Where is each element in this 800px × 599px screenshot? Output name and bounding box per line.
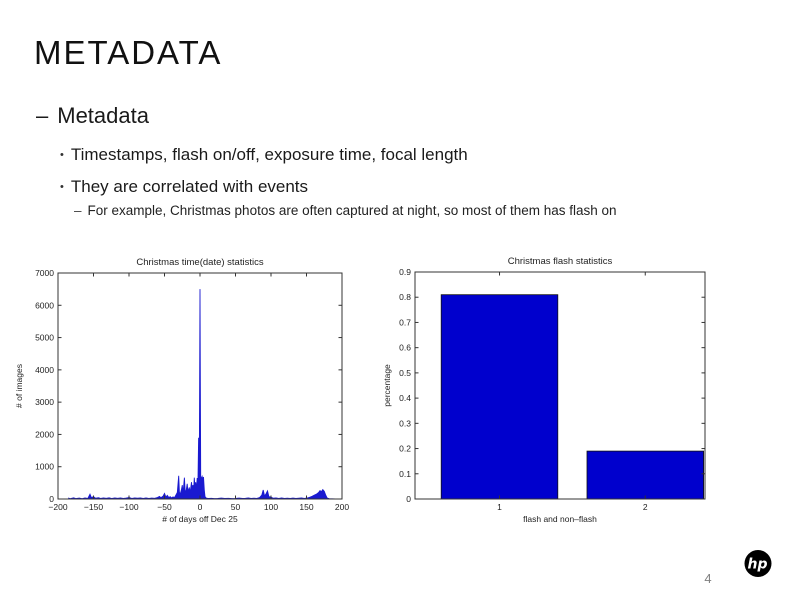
bullet-level1-text: Metadata — [57, 103, 149, 128]
bar-1 — [441, 295, 558, 499]
chart-christmas-time-statistics — [0, 250, 368, 542]
bullet-level1 — [36, 103, 149, 129]
bullet-level2-text: They are correlated with events — [70, 177, 309, 196]
y-tick-label: 0.8 — [399, 292, 411, 303]
y-tick-label: 0.4 — [399, 393, 411, 404]
dot-bullet-marker: • — [60, 149, 64, 161]
data-series — [69, 289, 335, 499]
x-axis-label: flash and non–flash — [523, 514, 597, 524]
y-tick-label: 0.2 — [399, 443, 411, 454]
bullet-level2-correlated — [60, 177, 308, 197]
x-tick-label: 2 — [642, 502, 648, 512]
slide-title: METADATA — [34, 34, 223, 71]
x-tick-label: 150 — [299, 502, 314, 512]
dot-bullet-marker: • — [60, 181, 64, 193]
chart-title: Christmas flash statistics — [507, 256, 613, 267]
chart-canvas — [380, 250, 800, 542]
x-tick-label: 0 — [197, 502, 203, 512]
y-tick-label: 0.6 — [399, 342, 411, 353]
y-tick-label: 0 — [49, 494, 54, 504]
hp-logo-text: hp — [747, 556, 768, 573]
y-tick-label: 6000 — [35, 300, 54, 311]
dash-bullet-marker: – — [36, 103, 49, 128]
y-axis-label: # of images — [14, 364, 24, 408]
bullet-level2-text: Timestamps, flash on/off, exposure time, focal length — [70, 145, 468, 164]
bullet-level3-text: For example, Christmas photos are often captured at night, so most of them has flash on — [87, 203, 617, 218]
y-tick-label: 3000 — [35, 397, 54, 408]
y-tick-label: 0.9 — [399, 267, 411, 277]
y-tick-label: 0 — [406, 494, 411, 504]
chart-title: Christmas time(date) statistics — [136, 257, 264, 268]
bullet-level2-timestamps — [60, 145, 468, 165]
y-tick-label: 2000 — [35, 429, 54, 440]
bar-2 — [587, 451, 704, 499]
page-number: 4 — [704, 571, 712, 586]
x-tick-label: 50 — [230, 502, 241, 512]
x-tick-label: −150 — [83, 502, 104, 512]
y-tick-label: 7000 — [35, 268, 54, 278]
bullet-level3-example — [74, 203, 617, 218]
x-tick-label: 100 — [263, 502, 279, 512]
y-tick-label: 0.1 — [399, 468, 411, 479]
y-tick-label: 4000 — [35, 364, 54, 375]
x-tick-label: −50 — [157, 502, 172, 512]
x-tick-label: −100 — [119, 502, 139, 512]
x-tick-label: 1 — [497, 502, 502, 512]
x-tick-label: −200 — [48, 502, 68, 512]
y-tick-label: 0.3 — [399, 418, 411, 429]
y-tick-label: 0.7 — [399, 317, 411, 328]
hp-logo — [743, 549, 773, 579]
x-tick-label: 200 — [334, 502, 350, 512]
y-axis-label: percentage — [382, 364, 392, 407]
y-tick-label: 1000 — [35, 461, 54, 472]
y-tick-label: 5000 — [35, 332, 54, 343]
dash-bullet-marker: – — [74, 203, 82, 218]
x-axis-label: # of days off Dec 25 — [162, 514, 238, 524]
chart-canvas — [0, 250, 368, 542]
y-tick-label: 0.5 — [399, 367, 411, 378]
chart-christmas-flash-statistics — [380, 250, 800, 542]
